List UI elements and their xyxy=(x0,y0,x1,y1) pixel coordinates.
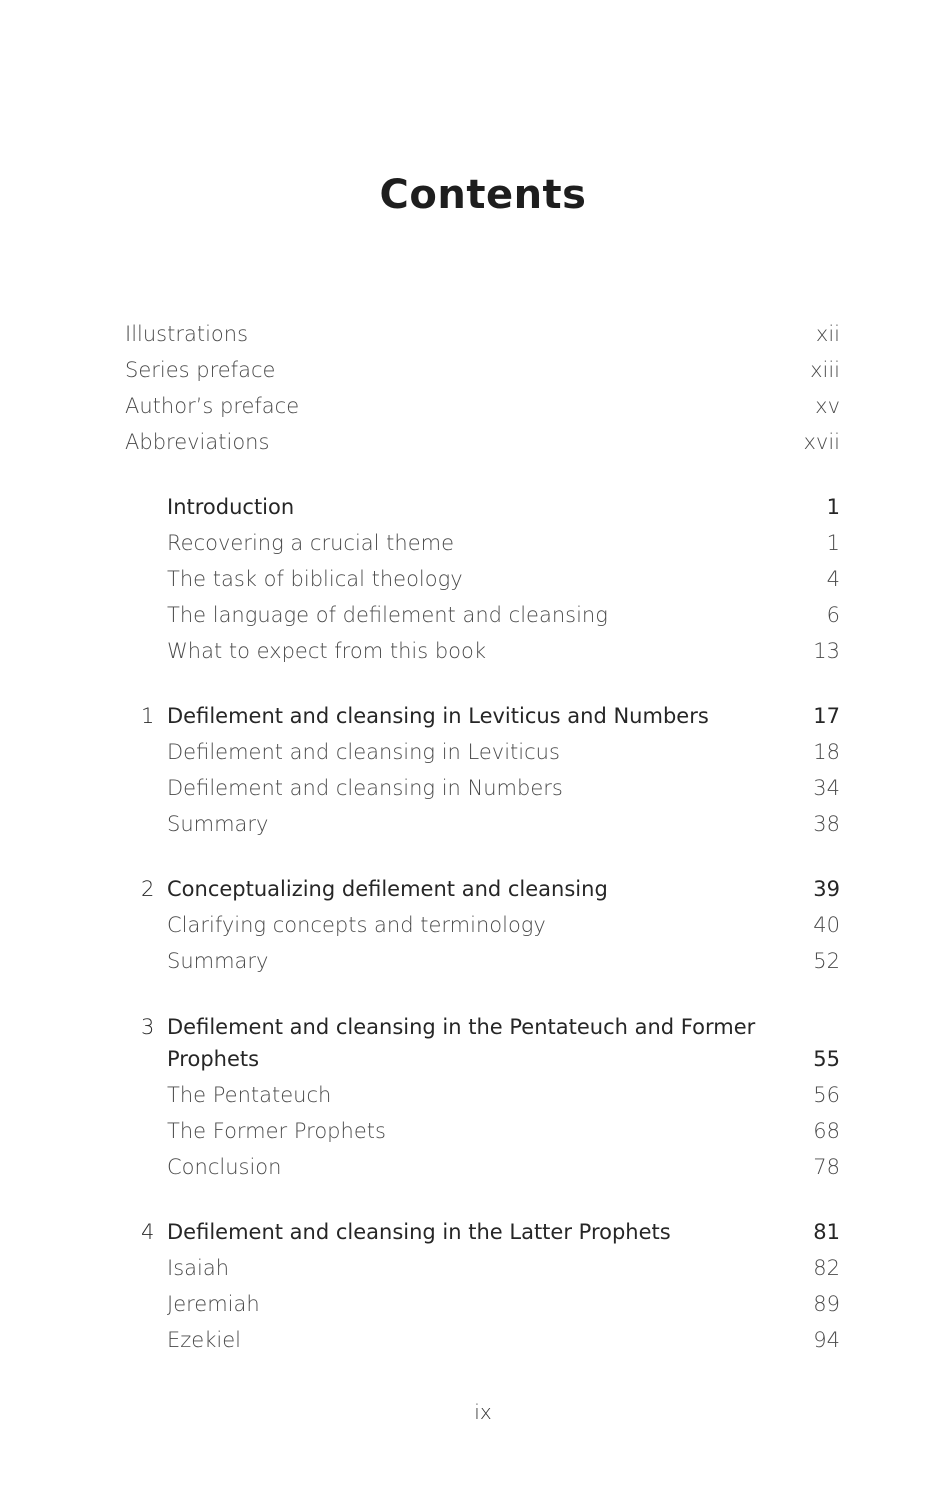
toc-section-page: 52 xyxy=(813,949,840,973)
toc-section xyxy=(125,812,840,848)
toc-section-page: 1 xyxy=(826,531,840,555)
toc-section-page: 34 xyxy=(813,776,840,800)
toc-chapter-number: 1 xyxy=(141,704,155,728)
toc-section-page: 78 xyxy=(813,1155,840,1179)
toc-section-page: 40 xyxy=(813,913,840,937)
toc-section-page: 38 xyxy=(813,812,840,836)
toc-chapter-number: 3 xyxy=(141,1015,155,1039)
toc-entry-label: Abbreviations xyxy=(125,430,270,454)
toc-chapter-page: 17 xyxy=(813,704,840,728)
toc-section-label: Defilement and cleansing in Leviticus xyxy=(167,740,560,764)
toc-section xyxy=(125,949,840,985)
toc-chapter-page: 55 xyxy=(813,1047,840,1071)
toc-entry xyxy=(125,430,840,466)
toc-section-label: The Former Prophets xyxy=(167,1119,386,1143)
toc-chapter-page: 39 xyxy=(813,877,840,901)
toc-section xyxy=(125,639,840,675)
toc-section-label: Jeremiah xyxy=(167,1292,260,1316)
toc-entry-label: Illustrations xyxy=(125,322,249,346)
page-title: Contents xyxy=(379,172,587,218)
toc-entry-label: Series preface xyxy=(125,358,276,382)
toc-entry xyxy=(125,394,840,430)
toc-section-label: Summary xyxy=(167,949,269,973)
page-number: ix xyxy=(474,1400,492,1424)
toc-section-label: What to expect from this book xyxy=(167,639,487,663)
toc-section-page: 94 xyxy=(813,1328,840,1352)
toc-section-page: 82 xyxy=(813,1256,840,1280)
toc-entry xyxy=(125,322,840,358)
toc-section-label: Conclusion xyxy=(167,1155,282,1179)
toc-section xyxy=(125,603,840,639)
toc-section xyxy=(125,913,840,949)
toc-entry-page: xvii xyxy=(803,430,840,454)
toc-chapter-title: Defilement and cleansing in the Pentateuch and Former xyxy=(167,1015,756,1039)
toc-section xyxy=(125,567,840,603)
toc-section-label: Defilement and cleansing in Numbers xyxy=(167,776,563,800)
toc-chapter-3-continued xyxy=(125,1047,840,1083)
toc-section-label: The task of biblical theology xyxy=(167,567,463,591)
toc-section xyxy=(125,1328,840,1364)
toc-entry-page: xiii xyxy=(810,358,840,382)
toc-section-label: Recovering a crucial theme xyxy=(167,531,454,555)
toc-section-label: The Pentateuch xyxy=(167,1083,332,1107)
toc-section xyxy=(125,1155,840,1191)
toc-chapter-number: 4 xyxy=(141,1220,155,1244)
toc-section xyxy=(125,1083,840,1119)
toc-section-page: 4 xyxy=(826,567,840,591)
toc-entry-label: Author’s preface xyxy=(125,394,300,418)
toc-section xyxy=(125,776,840,812)
toc-section-label: Isaiah xyxy=(167,1256,230,1280)
toc-chapter-number: 2 xyxy=(141,877,155,901)
toc-section-page: 89 xyxy=(813,1292,840,1316)
toc-section xyxy=(125,1119,840,1155)
toc-section-page: 6 xyxy=(826,603,840,627)
toc-section-page: 56 xyxy=(813,1083,840,1107)
toc-section xyxy=(125,1292,840,1328)
toc-chapter-1 xyxy=(125,704,840,740)
toc-section-label: Summary xyxy=(167,812,269,836)
toc-section xyxy=(125,740,840,776)
toc-chapter-title: Defilement and cleansing in the Latter Prophets xyxy=(167,1220,671,1244)
toc-section-page: 13 xyxy=(813,639,840,663)
toc-section-page: 18 xyxy=(813,740,840,764)
toc-chapter-page: 1 xyxy=(826,495,840,519)
toc-section-page: 68 xyxy=(813,1119,840,1143)
toc-chapter-page: 81 xyxy=(813,1220,840,1244)
toc-chapter-4 xyxy=(125,1220,840,1256)
toc-section xyxy=(125,1256,840,1292)
toc-chapter-title: Introduction xyxy=(167,495,295,519)
toc-entry-page: xv xyxy=(815,394,840,418)
toc-chapter-title: Conceptualizing defilement and cleansing xyxy=(167,877,608,901)
toc-chapter-introduction xyxy=(125,495,840,531)
toc-chapter-title-continued: Prophets xyxy=(167,1047,260,1071)
toc-chapter-3 xyxy=(125,1015,840,1051)
toc-section-label: Ezekiel xyxy=(167,1328,241,1352)
toc-section xyxy=(125,531,840,567)
toc-chapter-title: Defilement and cleansing in Leviticus and Numbers xyxy=(167,704,709,728)
toc-chapter-2 xyxy=(125,877,840,913)
toc-section-label: The language of defilement and cleansing xyxy=(167,603,608,627)
toc-section-label: Clarifying concepts and terminology xyxy=(167,913,546,937)
toc-entry-page: xii xyxy=(815,322,840,346)
toc-entry xyxy=(125,358,840,394)
